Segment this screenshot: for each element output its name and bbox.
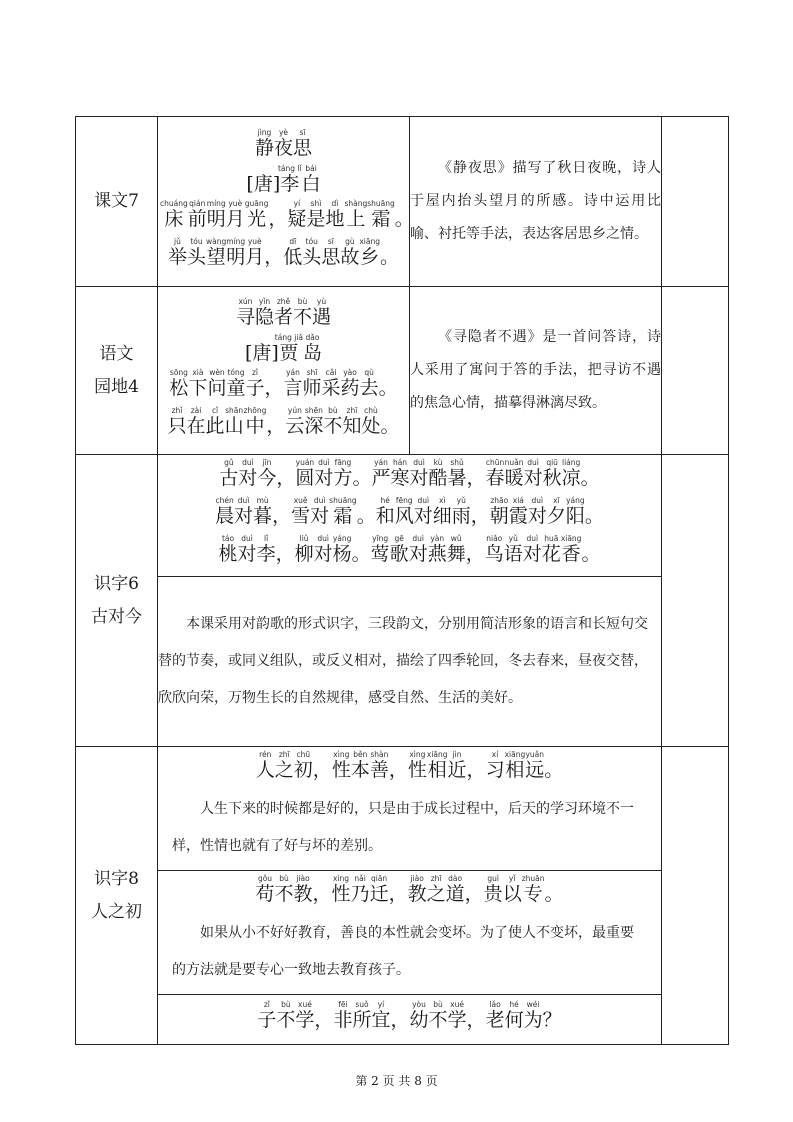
ruby-char: 床chuáng xyxy=(160,199,188,230)
ruby-char: ， xyxy=(264,246,284,268)
ruby-char: 教jiào xyxy=(293,873,313,905)
ruby-char: 人rén xyxy=(255,749,275,781)
ruby-char: ， xyxy=(266,415,286,437)
poem-cell xyxy=(158,117,414,287)
description-cell xyxy=(158,577,662,747)
ruby-char: 相xiāng xyxy=(426,749,448,781)
ruby-char: 山shān xyxy=(224,406,244,437)
ruby-char: 莺yīng xyxy=(370,533,390,565)
lesson-label: 人之初 xyxy=(91,901,142,922)
ruby-char: 之zhī xyxy=(426,873,446,905)
ruby-char: 望wàng xyxy=(206,237,227,268)
ruby-char: 之zhī xyxy=(274,749,294,781)
ruby-char: 对duì xyxy=(408,533,428,565)
ruby-char: 对duì xyxy=(314,457,334,489)
ruby-char: ， xyxy=(390,1008,410,1031)
ruby-char: 性xìng xyxy=(407,749,427,781)
description-block xyxy=(158,789,661,867)
ruby-char: 子zǐ xyxy=(257,999,277,1031)
ruby-char: 暑shǔ xyxy=(447,457,467,489)
ruby-char: 贵guì xyxy=(483,873,503,905)
ruby-char: 只zhǐ xyxy=(167,406,187,437)
ruby-char: 乃nǎi xyxy=(350,873,370,905)
ruby-char: 。 xyxy=(544,758,564,781)
ruby-char: 药yào xyxy=(340,368,360,399)
verse-line xyxy=(158,459,661,497)
page-number: 第 2 页 共 8 页 xyxy=(355,1074,438,1088)
ruby-char: 老lǎo xyxy=(485,999,505,1031)
ruby-char: 头tóu xyxy=(186,237,206,268)
ruby-char: 朝zhāo xyxy=(489,495,509,527)
ruby-char: 凉liáng xyxy=(561,457,581,489)
ruby-char: 霞xiá xyxy=(508,495,528,527)
ruby-char: ， xyxy=(470,504,490,527)
ruby-char: ， xyxy=(464,882,484,905)
ruby-char: 何hé xyxy=(504,999,524,1031)
ruby-char: ， xyxy=(264,377,284,399)
ruby-char: 以yǐ xyxy=(502,873,522,905)
ruby-char: 本běn xyxy=(350,749,370,781)
poem-author xyxy=(160,334,407,369)
verse-cell xyxy=(158,455,662,577)
ruby-char: ， xyxy=(272,504,292,527)
ruby-char: 相xiāng xyxy=(504,749,526,781)
ruby-char: 采cǎi xyxy=(321,368,341,399)
row-label xyxy=(76,287,158,455)
ruby-char: 对duì xyxy=(234,495,254,527)
ruby-char: 古gǔ xyxy=(219,457,239,489)
ruby-char: 是shì xyxy=(306,199,326,230)
row-label xyxy=(76,117,158,287)
ruby-char: 师shī xyxy=(302,368,322,399)
ruby-char: 语yǔ xyxy=(503,533,523,565)
ruby-char: ， xyxy=(466,466,486,489)
ruby-char: 。 xyxy=(356,504,376,527)
ruby-char: 圆yuán xyxy=(295,457,315,489)
ruby-char: 学xué xyxy=(447,999,467,1031)
ruby-char: 学xué xyxy=(295,999,315,1031)
blank-cell xyxy=(662,455,729,747)
author-name xyxy=(277,164,321,195)
ruby-char: 寻xún xyxy=(235,297,255,328)
row-guduijin-verse xyxy=(76,455,729,577)
ruby-char: 香xiāng xyxy=(560,533,582,565)
ruby-char: 幼yòu xyxy=(409,999,429,1031)
ruby-char: ， xyxy=(268,208,288,230)
verse-line xyxy=(158,751,661,789)
lesson-label: 识字6 xyxy=(94,574,139,595)
ruby-char: 问wèn xyxy=(207,368,227,399)
row-renzhichu-1 xyxy=(76,747,729,871)
ruby-char: 。 xyxy=(584,504,604,527)
ruby-char: ， xyxy=(388,758,408,781)
ruby-char: 对duì xyxy=(522,533,542,565)
ruby-char: 。 xyxy=(351,542,371,565)
ruby-char: 。 xyxy=(544,882,564,905)
ruby-char: 深shēn xyxy=(304,406,324,437)
ruby-char: ， xyxy=(312,758,332,781)
ruby-char: 对duì xyxy=(523,457,543,489)
verse-line xyxy=(158,875,661,913)
ruby-char: 对duì xyxy=(409,457,429,489)
ruby-char: ， xyxy=(275,542,295,565)
poem-description xyxy=(410,287,662,455)
ruby-char: 李lǐ xyxy=(256,533,276,565)
ruby-char: ， xyxy=(465,542,485,565)
ruby-char: 专zhuān xyxy=(521,873,545,905)
ruby-char: 前qián xyxy=(187,199,207,230)
ruby-char: 鸟niǎo xyxy=(484,533,504,565)
ruby-char: 思sī xyxy=(293,128,313,159)
ruby-char: 处chù xyxy=(361,406,381,437)
ruby-char: 不bù xyxy=(293,297,313,328)
lesson-label: 园地4 xyxy=(94,376,139,397)
poem-title xyxy=(160,298,407,334)
ruby-char: 上shàng xyxy=(344,199,368,230)
ruby-char: 酷kù xyxy=(428,457,448,489)
row-label xyxy=(76,455,158,747)
ruby-char: 思sī xyxy=(321,237,341,268)
dynasty: [唐] xyxy=(246,173,281,195)
blank-cell xyxy=(662,747,729,1045)
lesson-label: 语文 xyxy=(99,344,134,365)
ruby-char: 子zǐ xyxy=(245,368,265,399)
ruby-char: 和hé xyxy=(375,495,395,527)
ruby-char: 对duì xyxy=(310,495,330,527)
ruby-char: 云yún xyxy=(285,406,305,437)
ruby-char: 严yán xyxy=(371,457,391,489)
ruby-char: 明míng xyxy=(226,237,246,268)
row-renzhichu-3 xyxy=(76,995,729,1045)
ruby-char: 对duì xyxy=(313,533,333,565)
ruby-char: 雨yǔ xyxy=(451,495,471,527)
row-label xyxy=(76,747,158,1045)
verse-line xyxy=(158,497,661,535)
ruby-char: 对duì xyxy=(237,533,257,565)
ruby-char: ？ xyxy=(542,1008,562,1031)
ruby-char: 苟gǒu xyxy=(255,873,275,905)
ruby-char: 迁qiān xyxy=(369,873,389,905)
lesson-label: 古对今 xyxy=(91,606,142,627)
poem-author xyxy=(160,165,407,200)
ruby-char: 松sōng xyxy=(169,368,189,399)
ruby-char: 光guāng xyxy=(244,199,269,230)
poem-cell xyxy=(158,287,410,455)
poem-line xyxy=(160,238,407,276)
ruby-char: 非fēi xyxy=(333,999,353,1031)
ruby-char: ， xyxy=(312,882,332,905)
ruby-char: 夕xī xyxy=(546,495,566,527)
ruby-char: 童tóng xyxy=(226,368,246,399)
ruby-char: 花huā xyxy=(541,533,561,565)
poem-line xyxy=(160,407,407,445)
poem-line xyxy=(160,199,414,238)
description-text: 人生下来的时候都是好的，只是由于成长过程中，后天的学习环境不一样，性情也就有了好与坏的差别。 xyxy=(172,800,634,854)
ruby-char: 遇yù xyxy=(312,297,332,328)
ruby-char: ， xyxy=(388,882,408,905)
ruby-char: 李táng lǐ xyxy=(277,164,302,195)
ruby-char: 中zhōng xyxy=(243,406,267,437)
verse-line xyxy=(158,535,661,573)
ruby-char: 去qù xyxy=(359,368,379,399)
ruby-char: 柳liǔ xyxy=(294,533,314,565)
ruby-char: 乡xiāng xyxy=(359,237,380,268)
row-jingyesi xyxy=(76,117,729,287)
ruby-char: 对duì xyxy=(238,457,258,489)
ruby-char: 地dì xyxy=(325,199,345,230)
ruby-char: 月yuè xyxy=(245,237,265,268)
ruby-char: 不bù xyxy=(428,999,448,1031)
verse-cell xyxy=(158,995,662,1045)
author-name xyxy=(274,333,323,364)
dynasty: [唐] xyxy=(244,342,279,364)
ruby-char: 者zhě xyxy=(273,297,293,328)
ruby-char: 在zài xyxy=(186,406,206,437)
ruby-char: 对duì xyxy=(413,495,433,527)
ruby-char: 头tóu xyxy=(302,237,322,268)
ruby-char: 。 xyxy=(352,466,372,489)
ruby-char: 习xí xyxy=(485,749,505,781)
poem-description xyxy=(410,117,662,287)
lesson-label: 课文7 xyxy=(94,191,139,212)
row-guduijin-desc xyxy=(76,577,729,747)
ruby-char: 月yuè xyxy=(225,199,245,230)
ruby-char: 疑yí xyxy=(287,199,307,230)
ruby-char: 知zhī xyxy=(342,406,362,437)
description-text: 《静夜思》描写了秋日夜晚，诗人于屋内抬头望月的所感。诗中运用比喻、衬托等手法，表达客居思乡之情。 xyxy=(410,160,661,242)
row-renzhichu-2 xyxy=(76,871,729,995)
ruby-char: ， xyxy=(314,1008,334,1031)
ruby-char: 对duì xyxy=(527,495,547,527)
verse-line xyxy=(158,1001,661,1039)
ruby-char: 不bù xyxy=(276,999,296,1031)
ruby-char: 夜yè xyxy=(273,128,293,159)
ruby-char: 隐yǐn xyxy=(254,297,274,328)
ruby-char: 近jìn xyxy=(447,749,467,781)
ruby-char: 风fēng xyxy=(394,495,414,527)
ruby-char: 阳yáng xyxy=(565,495,585,527)
ruby-char: 所suǒ xyxy=(352,999,372,1031)
ruby-char: 不bù xyxy=(274,873,294,905)
ruby-char: 故gù xyxy=(340,237,360,268)
poem-title xyxy=(160,129,407,165)
ruby-char: ， xyxy=(466,758,486,781)
ruby-char: 秋qiū xyxy=(542,457,562,489)
ruby-char: 雪xuě xyxy=(291,495,311,527)
ruby-char: 晨chén xyxy=(215,495,235,527)
blank-cell xyxy=(662,287,729,455)
description-text: 如果从小不好好教育，善良的本性就会变坏。为了使人不变坏，最重要的方法就是要专心一致地去教育孩子。 xyxy=(172,924,634,978)
ruby-char: 寒hán xyxy=(390,457,410,489)
ruby-char: 初chū xyxy=(293,749,313,781)
ruby-char: 道dào xyxy=(445,873,465,905)
ruby-char: 霜shuāng xyxy=(329,495,357,527)
ruby-char: 举jǔ xyxy=(167,237,187,268)
ruby-char: 白bái xyxy=(301,164,321,195)
ruby-char: 低dī xyxy=(283,237,303,268)
ruby-char: 明míng xyxy=(206,199,226,230)
ruby-char: 静jìng xyxy=(254,128,274,159)
lesson-table xyxy=(75,116,729,1045)
lesson-label: 识字8 xyxy=(94,869,139,890)
ruby-char: 暖nuǎn xyxy=(504,457,524,489)
verse-cell xyxy=(158,871,662,995)
ruby-char: 言yán xyxy=(283,368,303,399)
description-text: 《寻隐者不遇》是一首问答诗，诗人采用了寓问于答的手法，把寻访不遇的焦急心情，描摹得淋漓尽致。 xyxy=(410,329,661,411)
ruby-char: 远yuǎn xyxy=(525,749,545,781)
ruby-char: 岛dǎo xyxy=(303,333,323,364)
ruby-char: 为wéi xyxy=(523,999,543,1031)
ruby-char: 春chūn xyxy=(485,457,505,489)
ruby-char: 教jiào xyxy=(407,873,427,905)
ruby-char: 贾táng jiǎ xyxy=(274,333,303,364)
ruby-char: 歌gē xyxy=(389,533,409,565)
ruby-char: 性xìng xyxy=(331,749,351,781)
description-block xyxy=(158,913,661,991)
ruby-char: 燕yàn xyxy=(427,533,447,565)
ruby-char: 性xìng xyxy=(331,873,351,905)
row-xunyinzhe xyxy=(76,287,729,455)
ruby-char: 。 xyxy=(379,246,399,268)
ruby-char: 。 xyxy=(580,466,600,489)
ruby-char: 不bù xyxy=(323,406,343,437)
ruby-char: 细xì xyxy=(432,495,452,527)
ruby-char: 宜yí xyxy=(371,999,391,1031)
ruby-char: ， xyxy=(466,1008,486,1031)
ruby-char: 桃táo xyxy=(218,533,238,565)
verse-cell xyxy=(158,747,662,871)
description-text: 本课采用对韵歌的形式识字，三段韵文，分别用简洁形象的语言和长短句交替的节奏，或同义组队，或反义相对，描绘了四季轮回，冬去春来，昼夜交替，欣欣向荣，万物生长的自然规律，感受自然、生活的美好。 xyxy=(158,616,648,706)
ruby-char: 今jīn xyxy=(257,457,277,489)
ruby-char: 。 xyxy=(394,208,414,230)
ruby-char: 下xià xyxy=(188,368,208,399)
ruby-char: 。 xyxy=(378,377,398,399)
ruby-char: ， xyxy=(276,466,296,489)
ruby-char: 善shàn xyxy=(369,749,389,781)
blank-cell xyxy=(662,117,729,287)
ruby-char: 。 xyxy=(380,415,400,437)
ruby-char: 。 xyxy=(581,542,601,565)
ruby-char: 杨yáng xyxy=(332,533,352,565)
poem-line xyxy=(160,369,407,407)
ruby-char: 暮mù xyxy=(253,495,273,527)
ruby-char: 方fāng xyxy=(333,457,353,489)
ruby-char: 舞wǔ xyxy=(446,533,466,565)
ruby-char: 此cǐ xyxy=(205,406,225,437)
ruby-char: 霜shuāng xyxy=(367,199,395,230)
